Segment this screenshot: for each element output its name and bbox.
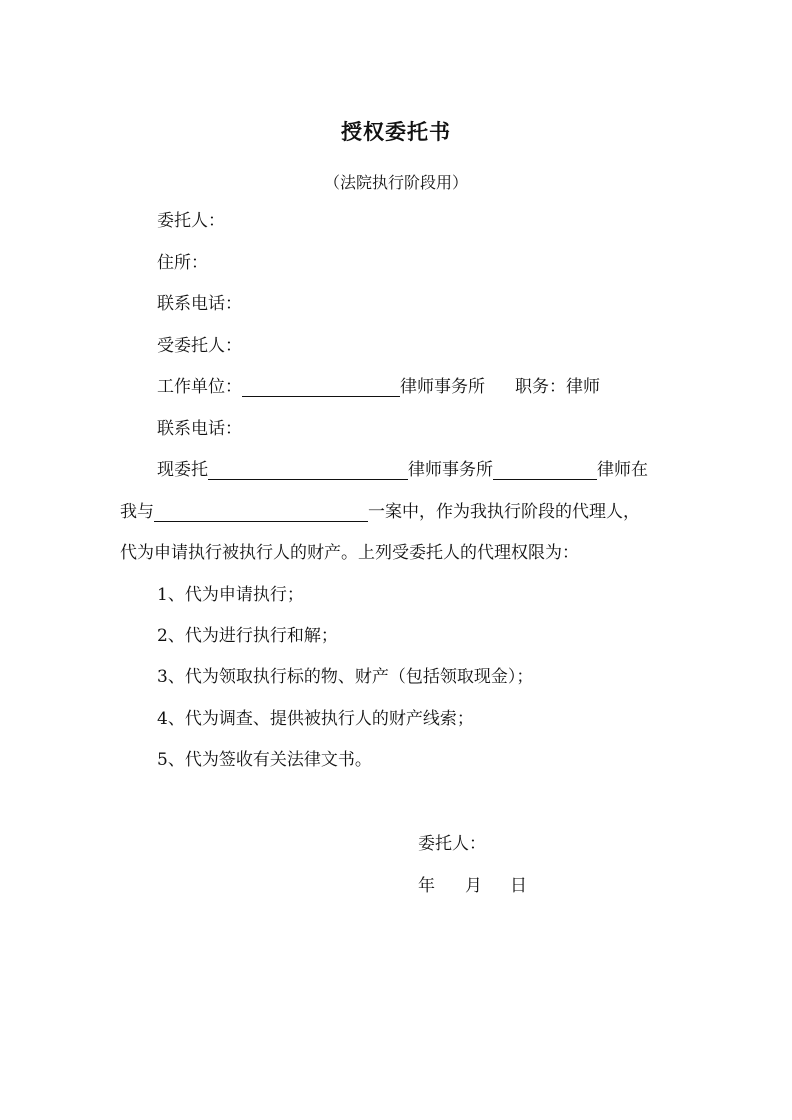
- power-item: 1、代为申请执行；: [157, 585, 304, 605]
- body-line-1-suffix: 律师在: [597, 460, 648, 480]
- law-firm-suffix: 律师事务所: [400, 377, 485, 397]
- power-item: 2、代为进行执行和解；: [157, 626, 338, 646]
- agent-field: 受委托人：: [157, 336, 242, 356]
- document-title: 授权委托书: [341, 120, 451, 144]
- signature-date: [418, 876, 527, 896]
- document-subtitle: （法院执行阶段用）: [323, 173, 468, 192]
- position-label: 职务：律师: [515, 377, 600, 397]
- firm-blank: [208, 462, 408, 480]
- power-item: 5、代为签收有关法律文书。: [157, 750, 372, 770]
- date-month: 月: [465, 876, 482, 896]
- body-line-1: [157, 460, 648, 480]
- work-unit-row: [157, 377, 600, 397]
- work-unit-label: 工作单位：: [157, 377, 242, 397]
- body-line-1-prefix: 现委托: [157, 460, 208, 480]
- power-item: 4、代为调查、提供被执行人的财产线索；: [157, 709, 474, 729]
- body-line-1-firm: 律师事务所: [408, 460, 493, 480]
- principal-field: 委托人：: [157, 211, 225, 231]
- work-unit-blank: [242, 379, 400, 397]
- date-day: 日: [510, 876, 527, 896]
- power-item: 3、代为领取执行标的物、财产（包括领取现金）；: [157, 667, 534, 687]
- signature-principal: 委托人：: [418, 834, 486, 854]
- body-line-2: [120, 502, 640, 522]
- body-line-2-prefix: 我与: [120, 502, 154, 522]
- agent-phone-field: 联系电话：: [157, 419, 242, 439]
- date-year: 年: [418, 876, 435, 896]
- body-line-2-suffix: 一案中，作为我执行阶段的代理人，: [368, 502, 640, 522]
- address-field: 住所：: [157, 253, 208, 273]
- body-line-3: 代为申请执行被执行人的财产。上列受委托人的代理权限为：: [120, 543, 579, 563]
- principal-phone-field: 联系电话：: [157, 294, 242, 314]
- lawyer-blank: [493, 462, 597, 480]
- case-blank: [154, 504, 368, 522]
